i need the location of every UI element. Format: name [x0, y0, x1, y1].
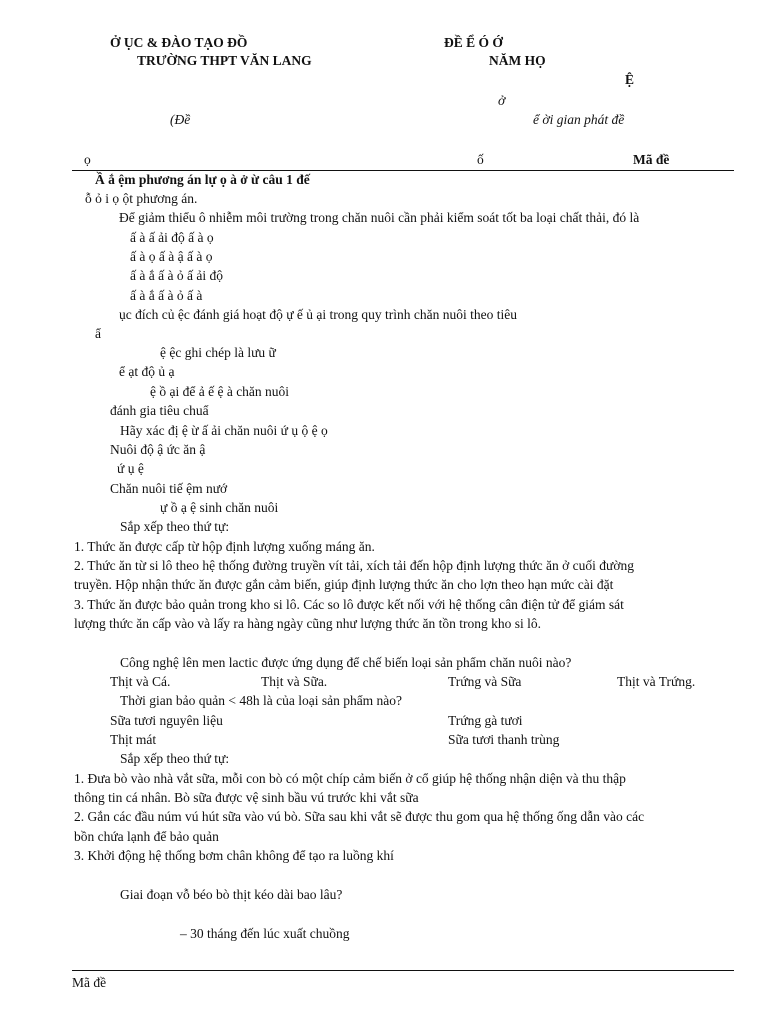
question-2-option-c: ệ ồ ại để ả ế ệ à chăn nuôi	[150, 384, 290, 399]
question-6-option-d: Sữa tươi thanh trùng	[448, 732, 560, 747]
question-1-option-d: ấ à ắ ấ à ỏ ấ à	[130, 288, 203, 303]
school-year: NĂM HỌ	[489, 53, 546, 68]
question-3-option-a: Nuôi độ ậ ức ăn ậ	[110, 442, 206, 457]
question-1-stem: Để giảm thiểu ô nhiễm môi trường trong chăn nuôi cần phải kiểm soát tốt ba loại chất thải, đó là	[119, 210, 640, 225]
question-7-item-1: 1. Đưa bò vào nhà vắt sữa, mỗi con bò có một chíp cảm biến ở cổ giúp hệ thống nhận diện và thu thập	[74, 771, 626, 786]
question-6-stem: Thời gian bảo quản < 48h là của loại sản phẩm nào?	[120, 693, 403, 708]
time-note: ể ời gian phát đề	[533, 112, 625, 127]
question-3-option-b: ứ ụ ệ	[117, 461, 144, 476]
department-name: Ở ỤC & ĐÀO TẠO ĐỒ	[110, 35, 248, 50]
question-7-item-2: 2. Gắn các đầu núm vú hút sữa vào vú bò. Sữa sau khi vắt sẽ được thu gom qua hệ thống ống dẫn vào các	[74, 809, 645, 824]
question-1-option-a: ấ à ấ ải độ ấ à ọ	[130, 230, 214, 245]
question-3-option-d: ự ồ ạ ệ sinh chăn nuôi	[160, 500, 279, 515]
question-7-item-1-cont: thông tin cá nhân. Bò sữa được vệ sinh bầu vú trước khi vắt sữa	[74, 790, 419, 805]
question-4-item-3-cont: lượng thức ăn cấp vào và lấy ra hàng ngày cũng như lượng thức ăn tồn trong kho si lô.	[74, 616, 542, 631]
question-1-option-c: ấ à ắ ấ à ỏ ấ ải độ	[130, 268, 223, 283]
question-7-item-2-cont: bồn chứa lạnh để bảo quản	[74, 829, 219, 844]
question-3-stem: Hãy xác đị ệ ừ ấ ải chăn nuôi ứ ụ ộ ệ ọ	[120, 423, 328, 438]
question-5-option-c: Trứng và Sữa	[448, 674, 522, 689]
subject-line: Ệ	[625, 72, 635, 87]
exam-session: ở	[498, 93, 506, 108]
footer-divider	[72, 970, 734, 971]
question-1-option-b: ấ à ọ ấ à ậ ấ à ọ	[130, 249, 213, 264]
question-2-option-d: đánh gia tiêu chuẩ	[110, 403, 209, 418]
exam-code-label: Mã đề	[633, 152, 670, 167]
footer-exam-code: Mã đề	[72, 975, 107, 990]
part1-note: ỗ ỏ i ọ ột phương án.	[85, 191, 198, 206]
question-4-item-2: 2. Thức ăn từ si lô theo hệ thống đường truyền vít tải, xích tải đến hộp định lượng thức ăn ở cuối đường	[74, 558, 634, 573]
question-2-option-a: ệ ệc ghi chép là lưu ữ	[160, 345, 276, 360]
question-4-item-2-cont: truyền. Hộp nhận thức ăn được gắn cảm biến, giúp định lượng thức ăn cho lợn theo hạn mức cài đặt	[74, 577, 614, 592]
question-8-stem: Giai đoạn vỗ béo bò thịt kéo dài bao lâu?	[120, 887, 343, 902]
question-4-stem: Sắp xếp theo thứ tự:	[120, 519, 230, 534]
question-5-option-b: Thịt và Sữa.	[261, 674, 328, 689]
question-4-item-3: 3. Thức ăn được bảo quản trong kho si lô. Các so lô được kết nối với hệ thống cân điện tử để giám sát	[74, 597, 624, 612]
student-number-label: ố	[477, 152, 484, 167]
question-7-item-3: 3. Khởi động hệ thống bơm chân không để tạo ra luồng khí	[74, 848, 394, 863]
question-4-item-1: 1. Thức ăn được cấp từ hộp định lượng xuống máng ăn.	[74, 539, 375, 554]
part1-heading: Ầ ắ ệm phương án lự ọ à ở ừ câu 1 đế	[95, 172, 310, 187]
question-6-option-c: Thịt mát	[110, 732, 157, 747]
header-divider	[72, 170, 734, 171]
student-name-label: ọ	[84, 152, 91, 167]
question-3-option-c: Chăn nuôi tiế ệm nướ	[110, 481, 228, 496]
question-5-stem: Công nghệ lên men lactic được ứng dụng để chế biến loại sản phẩm chăn nuôi nào?	[120, 655, 572, 670]
question-6-option-b: Trứng gà tươi	[448, 713, 523, 728]
exam-title: ĐỀ Ể Ó Ớ	[444, 35, 503, 50]
question-5-option-d: Thịt và Trứng.	[617, 674, 696, 689]
question-5-option-a: Thịt và Cá.	[110, 674, 171, 689]
question-6-option-a: Sữa tươi nguyên liệu	[110, 713, 223, 728]
page-count-note: (Đề	[170, 112, 191, 127]
question-7-stem: Sắp xếp theo thứ tự:	[120, 751, 230, 766]
question-2-stem: ục đích củ ệc đánh giá hoạt độ ự ế ủ ại trong quy trình chăn nuôi theo tiêu	[119, 307, 517, 322]
question-8-option-a: – 30 tháng đến lúc xuất chuồng	[180, 926, 350, 941]
question-2-stem-cont: ẩ	[95, 326, 101, 341]
school-name: TRƯỜNG THPT VĂN LANG	[137, 53, 312, 68]
question-2-option-b: ể ạt độ ủ ạ	[119, 364, 175, 379]
